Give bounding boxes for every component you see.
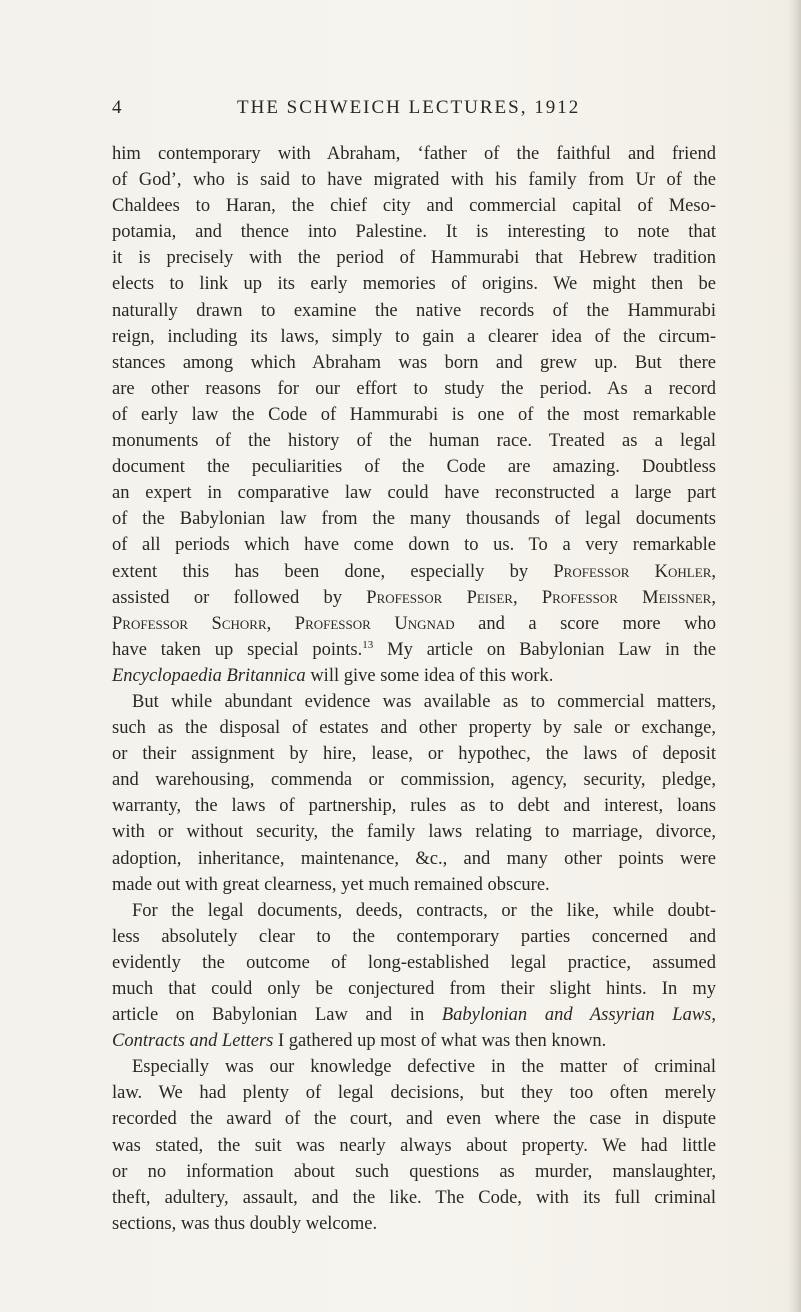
text-line: Encyclopaedia Britannica will give some idea of this work.	[112, 665, 554, 686]
text-line: Contracts and Letters I gathered up most of what was then known.	[112, 1031, 607, 1052]
book-title: Babylonian and Assyrian Laws	[441, 1005, 712, 1026]
text-line: it is precisely with the period of Hammurabi that Hebrew tradition	[112, 248, 716, 269]
paragraph	[112, 898, 716, 1055]
text-line: Professor Schorr, Professor Ungnad and a score more who	[112, 613, 717, 634]
author-name: Professor Kohler	[553, 561, 712, 582]
text-line: adoption, inheritance, maintenance, &c., and many other points were	[112, 848, 716, 869]
text-line: evidently the outcome of long-established legal practice, assumed	[112, 952, 716, 973]
text-line: was stated, the suit was nearly always about property. We had little	[112, 1135, 716, 1156]
text-line: But while abundant evidence was available as to commercial matters,	[132, 691, 716, 712]
text-line: have taken up special points.$^{13}$ My article on Babylonian Law in the	[112, 638, 717, 660]
paragraph	[112, 689, 716, 898]
text-line: are other reasons for our effort to study the period. As a record	[112, 378, 716, 399]
text-line: For the legal documents, deeds, contracts, or the like, while doubt-	[132, 900, 716, 921]
book-title: Contracts and Letters	[112, 1031, 274, 1052]
text-line: sections, was thus doubly welcome.	[112, 1213, 378, 1234]
text-line: Especially was our knowledge defective in the matter of criminal	[132, 1057, 716, 1078]
text-line: reign, including its laws, simply to gain a clearer idea of the circum-	[112, 326, 716, 347]
page-edge-shadow	[787, 0, 801, 1312]
footnote-marker[interactable]: 13	[362, 638, 374, 651]
text-line: such as the disposal of estates and other property by sale or exchange,	[112, 718, 716, 739]
text-line: of all periods which have come down to us. To a very remarkable	[112, 535, 716, 556]
text-line: potamia, and thence into Palestine. It is interesting to note that	[112, 222, 716, 243]
text-line: much that could only be conjectured from their slight hints. In my	[112, 979, 716, 999]
text-line: recorded the award of the court, and even where the case in dispute	[112, 1109, 716, 1130]
text-line: Chaldees to Haran, the chief city and commercial capital of Meso-	[112, 196, 716, 217]
paragraph	[112, 141, 716, 689]
text-line: him contemporary with Abraham, ‘father of the faithful and friend	[112, 144, 716, 164]
text-line: and warehousing, commenda or commission, agency, security, pledge,	[112, 770, 716, 791]
author-name: Professor Meissner	[541, 587, 712, 608]
text-line: of the Babylonian law from the many thousands of legal documents	[112, 509, 716, 530]
body-text	[112, 141, 716, 1237]
text-line: article on Babylonian Law and in Babylonian and Assyrian Laws,	[112, 1005, 716, 1026]
text-line: extent this has been done, especially by Professor Kohler,	[112, 561, 716, 582]
page-header	[112, 97, 712, 123]
text-line: or no information about such questions as murder, manslaughter,	[112, 1161, 716, 1182]
running-head: THE SCHWEICH LECTURES, 1912	[237, 97, 581, 118]
text-line: of early law the Code of Hammurabi is one of the most remarkable	[112, 404, 716, 425]
book-title: Encyclopaedia Britannica	[112, 665, 306, 686]
text-line: elects to link up its early memories of origins. We might then be	[112, 274, 716, 295]
page-number: 4	[112, 97, 122, 118]
author-name: Professor Ungnad	[294, 613, 455, 634]
text-line: made out with great clearness, yet much remained obscure.	[112, 874, 550, 895]
text-line: warranty, the laws of partnership, rules as to debt and interest, loans	[112, 796, 716, 817]
paragraph	[112, 1054, 716, 1237]
text-line: law. We had plenty of legal decisions, but they too often merely	[112, 1083, 716, 1104]
text-line: stances among which Abraham was born and grew up. But there	[112, 352, 716, 373]
text-line: document the peculiarities of the Code are amazing. Doubtless	[112, 457, 716, 478]
text-line: or their assignment by hire, lease, or hypothec, the laws of deposit	[112, 744, 716, 765]
text-line: with or without security, the family laws relating to marriage, divorce,	[112, 822, 716, 843]
author-name: Professor Peiser	[366, 587, 513, 608]
text-line: an expert in comparative law could have reconstructed a large part	[112, 483, 716, 504]
text-line: of God’, who is said to have migrated with his family from Ur of the	[112, 170, 716, 191]
text-line: assisted or followed by Professor Peiser, Professor Meissner,	[112, 587, 716, 608]
text-line: less absolutely clear to the contemporary parties concerned and	[112, 926, 716, 947]
text-line: theft, adultery, assault, and the like. The Code, with its full criminal	[112, 1187, 716, 1208]
text-line: naturally drawn to examine the native records of the Hammurabi	[112, 300, 716, 321]
text-line: monuments of the history of the human race. Treated as a legal	[112, 431, 716, 452]
author-name: Professor Schorr	[112, 613, 267, 634]
